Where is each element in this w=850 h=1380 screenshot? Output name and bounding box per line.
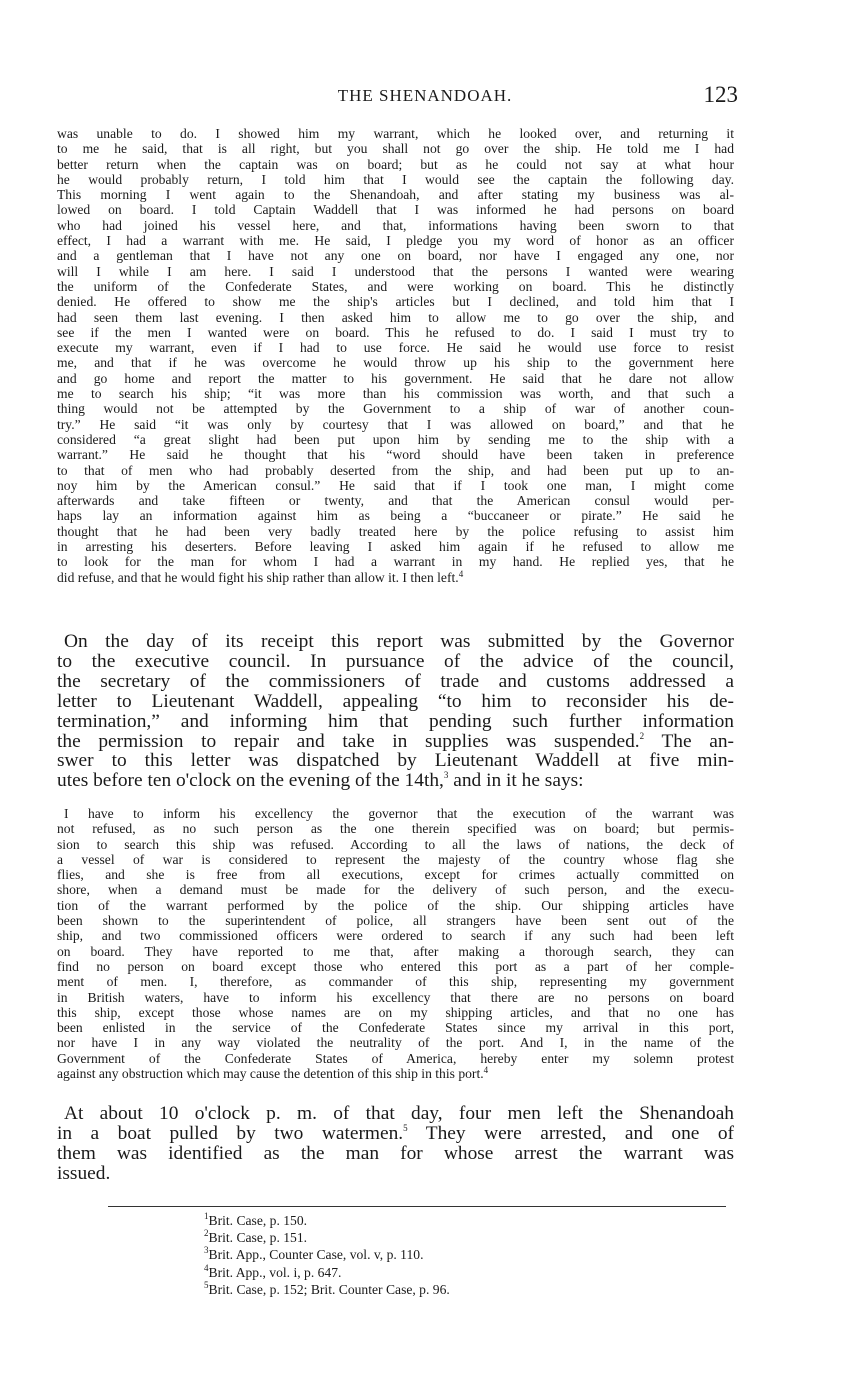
footnote-mark: 3 (204, 1245, 209, 1256)
letter-line: on board. They have reported to me that, after making a thorough search, they can (57, 943, 734, 959)
report-line: lowed on board. I told Captain Waddell that I was informed he had persons on board (57, 202, 734, 218)
running-title: THE SHENANDOAH. (337, 86, 513, 105)
paragraph-line-text: utes before ten o'clock on the evening of the 14th, (57, 770, 444, 792)
letter-line: ment of men. I, therefore, as commander of this ship, representing my government (57, 974, 734, 990)
footnote-ref: 3 (443, 770, 449, 781)
report-line: denied. He offered to show me the ship's articles but I declined, and told him that I (57, 294, 734, 310)
page-number: 123 (703, 82, 738, 107)
paragraph-line: On the day of its receipt this report was submitted by the Governor (64, 631, 734, 652)
report-line (57, 570, 734, 585)
report-line: try.” He said “it was only by courtesy that I was allowed on board,” and that he (57, 416, 734, 432)
letter-line: sion to search this ship was refused. According to all the laws of nations, the deck of (57, 836, 734, 852)
paragraph-line (57, 732, 734, 752)
report-line: see if the men I wanted were on board. This he refused to do. I said I must try to (57, 324, 734, 340)
report-line: thought that he had been very badly treated here by the police refusing to assist him (57, 523, 734, 539)
report-line: considered “a great slight had been put upon him by sending me to the ship with a (57, 431, 734, 447)
footnotes (204, 1212, 450, 1298)
report-line-text: did refuse, and that he would fight his ship rather than allow it. I then left. (57, 569, 459, 585)
paragraph-line: swer to this letter was dispatched by Lieutenant Waddell at five min- (57, 750, 734, 772)
footnote-ref: 5 (403, 1122, 408, 1133)
paragraph-line (57, 771, 734, 791)
footnote (204, 1212, 450, 1229)
report-line: and a gentleman that I have not any one on board, nor have I engaged any one, nor (57, 248, 734, 264)
report-line: better return when the captain was on board; but as he could not say at what hour (57, 156, 734, 172)
paragraph-line: issued. (57, 1162, 111, 1184)
report-line: thing would not be attempted by the Government to a ship of war of another coun- (57, 401, 734, 417)
letter-line: not refused, as no such person as the one therein specified was on board; but permis- (57, 821, 734, 837)
paragraph-line: At about 10 o'clock p. m. of that day, four men left the Shenandoah (64, 1103, 734, 1124)
letter-line: been enlisted in the service of the Confederate States since my arrival in this port, (57, 1020, 734, 1036)
report-line: to look for the man for whom I had a warrant in my hand. He replied yes, that he (57, 554, 734, 570)
narrative-paragraph-1 (57, 632, 734, 791)
report-line: was unable to do. I showed him my warrant, which he looked over, and returning it (57, 126, 734, 141)
paragraph-line: to the executive council. In pursuance of the advice of the council, (57, 650, 734, 672)
paragraph-line: the secretary of the commissioners of trade and customs addressed a (57, 670, 734, 692)
report-line: me to search his ship; “it was more than his commission was worth, and that such a (57, 386, 734, 402)
report-line: will I while I am here. I said I understood that the persons I wanted were wearing (57, 263, 734, 279)
footnote (204, 1229, 450, 1246)
paragraph-line-tail: They were arrested, and one of (407, 1122, 734, 1144)
letter-line: shore, when a demand must be made for the delivery of such person, and the execu- (57, 882, 734, 898)
report-line: warrant.” He said he thought that his “word should have been taken in preference (57, 447, 734, 463)
footnote-mark: 5 (204, 1279, 209, 1290)
paragraph-line: letter to Lieutenant Waddell, appealing “to him to reconsider his de- (57, 690, 734, 712)
letter-line: nor have I in any way violated the neutrality of the port. And I, in the name of the (57, 1035, 734, 1051)
footnote-text: Brit. Case, p. 150. (208, 1213, 308, 1228)
report-line: to me he said, that is all right, but you shall not go over the ship. He told me I had (57, 141, 734, 157)
footnote (204, 1281, 450, 1298)
letter-line: I have to inform his excellency the governor that the execution of the warrant was (64, 806, 734, 821)
report-line: haps lay an information against him as being a “buccaneer or pirate.” He said he (57, 508, 734, 524)
footnote (204, 1264, 450, 1281)
paragraph-line-tail: and in it he says: (448, 770, 584, 792)
letter-line: ship, and two commissioned officers were ordered to search if any such had been left (57, 928, 734, 944)
quoted-report (57, 126, 734, 585)
narrative-paragraph-2 (57, 1104, 734, 1184)
report-line: noy him by the American consul.” He said that if I took one man, I might come (57, 477, 734, 493)
report-line: me, and that if he was overcome he would throw up his ship to the government here (57, 355, 734, 371)
report-line: he would probably return, I told him that I would see the captain the following day. (57, 171, 734, 187)
report-line: afterwards and take fifteen or twenty, and that the American consul would per- (57, 493, 734, 509)
report-line: execute my warrant, even if I had to use force. He said he would use force to resist (57, 340, 734, 356)
letter-line: been shown to the superintendent of police, all strangers have been sent out of the (57, 913, 734, 929)
footnote-text: Brit. Case, p. 152; Brit. Counter Case, p. 96. (208, 1281, 450, 1297)
footnote-text: Brit. App., Counter Case, vol. v, p. 110. (208, 1247, 424, 1263)
paragraph-line (57, 1124, 734, 1144)
report-line: and go home and report the matter to his government. He said that he dare not allow (57, 370, 734, 386)
report-line: effect, I had a warrant with me. He said, I pledge you my word of honor as an officer (57, 233, 734, 249)
letter-line: flies, and she is free from all executions, except for crimes actually committed on (57, 867, 734, 883)
letter-line: Government of the Confederate States of America, hereby enter my solemn protest (57, 1050, 734, 1066)
footnote-mark: 1 (204, 1211, 209, 1221)
report-line: This morning I went again to the Shenandoah, and after stating my business was al- (57, 187, 734, 203)
footnote-ref: 4 (483, 1065, 489, 1076)
letter-line-text: against any obstruction which may cause the detention of this ship in this port. (57, 1066, 484, 1082)
quoted-letter (57, 806, 734, 1081)
footnote (204, 1246, 450, 1263)
footnote-divider (108, 1206, 726, 1207)
paragraph-line-text: in a boat pulled by two watermen. (57, 1122, 404, 1144)
paragraph-line: termination,” and informing him that pending such further information (57, 710, 734, 732)
report-line: in arresting his deserters. Before leaving I asked him again if he refused to allow me (57, 539, 734, 555)
report-line: who had joined his vessel here, and that, informations having been sworn to that (57, 217, 734, 233)
footnote-text: Brit. Case, p. 151. (208, 1230, 308, 1246)
footnote-ref: 2 (639, 730, 645, 741)
letter-line: this ship, except those whose names are on my shipping articles, and that no one has (57, 1004, 734, 1020)
paragraph-line: them was identified as the man for whose arrest the warrant was (57, 1142, 734, 1164)
letter-line: a vessel of war is considered to represent the majesty of the country whose flag she (57, 851, 734, 867)
letter-line: find no person on board except those who entered this port as a part of her comple- (57, 958, 734, 974)
report-line: to that of men who had probably deserted from the ship, and had been put up to an- (57, 462, 734, 478)
report-line: had seen them last evening. I then asked him to allow me to go over the ship, and (57, 309, 734, 325)
paragraph-line-text: the permission to repair and take in supplies was suspended. (57, 730, 640, 752)
footnote-ref: 4 (458, 568, 464, 579)
paragraph-line-tail: The an- (644, 730, 734, 752)
letter-line: tion of the warrant performed by the police of the ship. Our shipping articles have (57, 897, 734, 913)
footnote-text: Brit. App., vol. i, p. 647. (208, 1264, 342, 1280)
footnote-mark: 2 (204, 1228, 209, 1239)
footnote-mark: 4 (204, 1262, 209, 1273)
letter-line: in British waters, have to inform his excellency that there are no persons on board (57, 989, 734, 1005)
report-line: the uniform of the Confederate States, and were working on board. This he distinctly (57, 278, 734, 294)
letter-line (57, 1066, 734, 1081)
